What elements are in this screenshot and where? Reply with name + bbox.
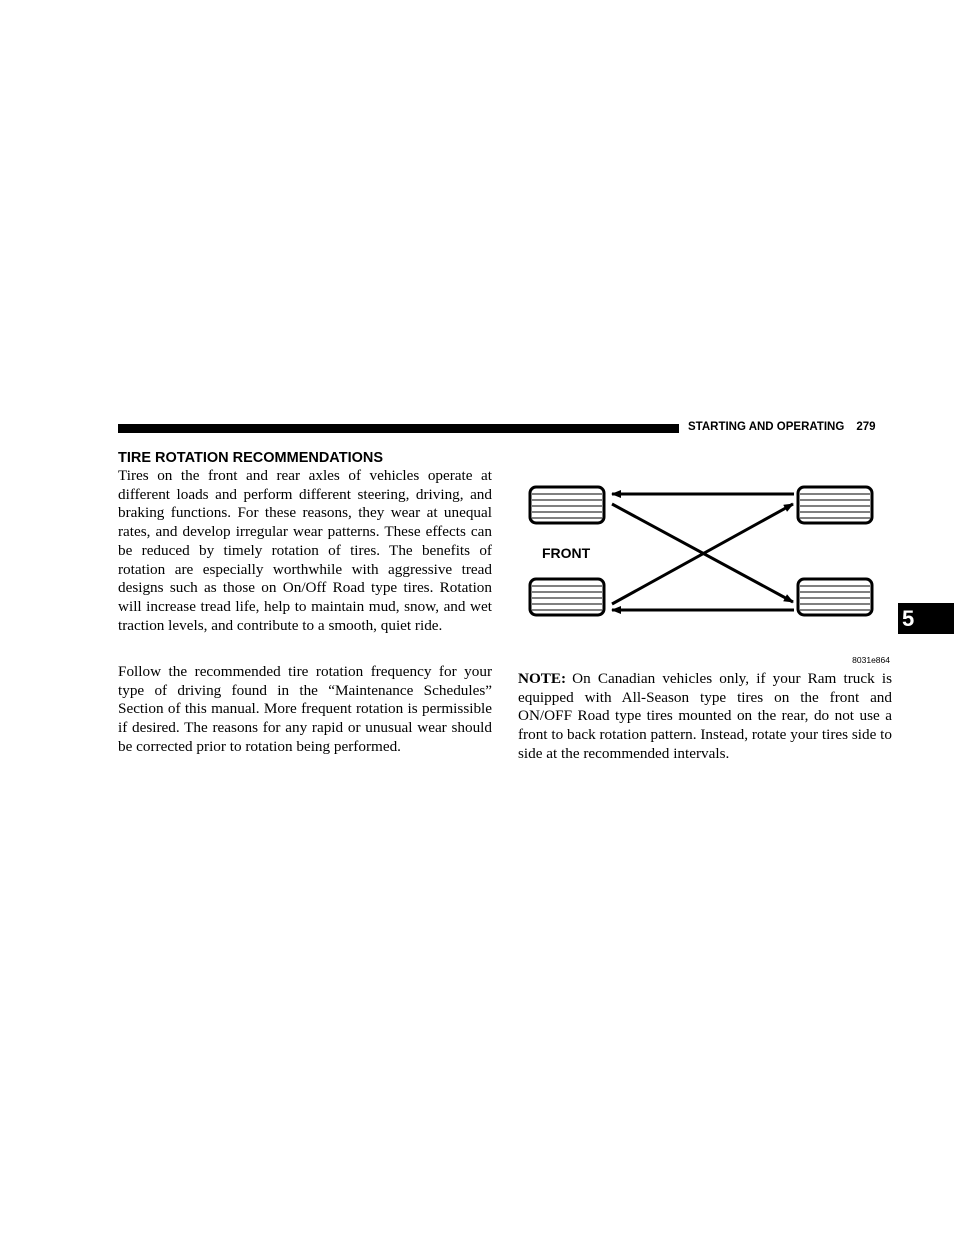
front-right-tire-icon <box>530 579 604 615</box>
header-rule <box>118 424 679 433</box>
note-label: NOTE: <box>518 670 567 687</box>
note-text: On Canadian vehicles only, if your Ram truck is equipped with All-Season type tires on the front and ON/OFF Road type tires mounted on the rear, do not use a front to back rotation pattern. Instead, rotate your tires side to side at the recommended intervals. <box>518 670 892 762</box>
body-paragraph-2: Follow the recommended tire rotation frequency for your type of driving found in the “Maintenance Schedules” Section of this manual. More frequent rotation is permissible if desired. The reasons for any rapid or unusual wear should be corrected prior to rotation being performed. <box>118 663 492 755</box>
rear-left-tire-icon <box>798 487 872 523</box>
running-header <box>688 420 892 435</box>
tire-rotation-diagram <box>518 478 892 668</box>
front-left-tire-icon <box>530 487 604 523</box>
figure-code: 8031e864 <box>852 655 890 665</box>
page-number: 279 <box>856 421 876 433</box>
front-label: FRONT <box>542 545 591 561</box>
chapter-tab: 5 <box>898 603 954 634</box>
body-paragraph-1: Tires on the front and rear axles of vehicles operate at different loads and perform different steering, driving, and braking functions. For these reasons, they wear at unequal rates, and develop irregular wear patterns. These effects can be reduced by timely rotation of tires. The benefits of rotation are especially worthwhile with aggressive tread designs such as those on On/Off Road type tires. Rotation will increase tread life, help to maintain mud, snow, and wet traction levels, and contribute to a smooth, quiet ride. <box>118 467 492 634</box>
rear-right-tire-icon <box>798 579 872 615</box>
note-paragraph <box>518 670 892 764</box>
header-section-title: STARTING AND OPERATING <box>688 421 845 433</box>
section-title: TIRE ROTATION RECOMMENDATIONS <box>118 450 384 466</box>
